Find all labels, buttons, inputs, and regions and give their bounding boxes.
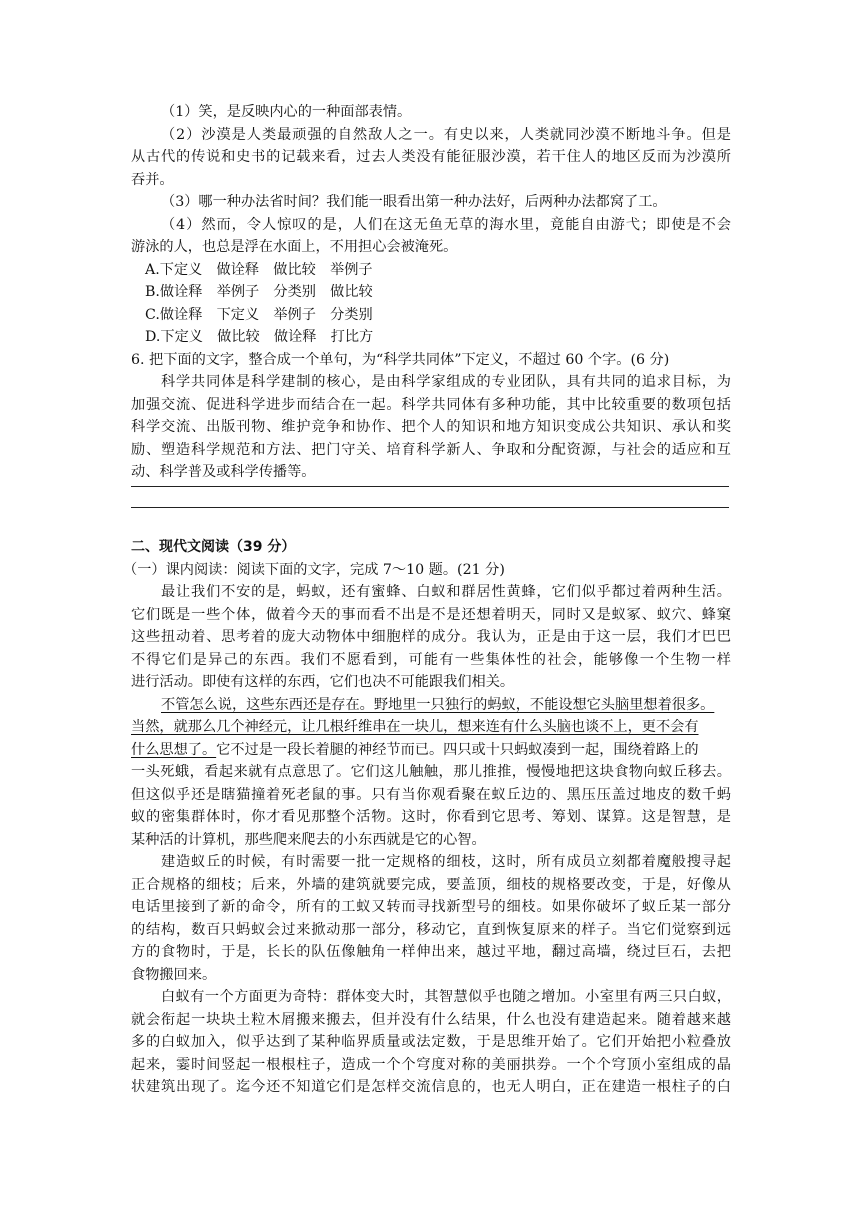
q6-passage-line-1: 科学共同体是科学建制的核心，是由科学家组成的专业团队，具有共同的追求目标，为: [161, 374, 731, 390]
q5-item-2-line-3: 吞并。: [131, 171, 174, 188]
p2-line-5: 但这似乎还是瞎猫撞着死老鼠的事。只有当你观看聚在蚁丘边的、黑压压盖过地皮的数千蚂: [131, 786, 731, 803]
q5-option-c: C.做诠释 下定义 举例子 分类别: [145, 306, 373, 323]
p4-line-3: 多的白蚁加入，似乎达到了某种临界质量或法定数，于是思维开始了。它们开始把小粒叠放: [131, 1034, 731, 1050]
answer-line-2: [131, 507, 729, 508]
q5-items: [131, 101, 731, 484]
p4-line-1: 白蚁有一个方面更为奇特：群体变大时，其智慧似乎也随之增加。小室里有两三只白蚁，: [161, 989, 731, 1005]
p2-underlined-3: 什么思想了。: [131, 741, 217, 758]
p4-line-2: 就会衔起一块块土粒木屑搬来搬去，但并没有什么结果，什么也没有建造起来。随着越来越: [131, 1011, 731, 1028]
q6-stem: 6. 把下面的文字，整合成一个单句，为“科学共同体”下定义，不超过 60 个字。(6 分): [131, 351, 670, 368]
section-2-heading: 二、现代文阅读（39 分）: [131, 539, 296, 555]
p3-line-4: 的结构，数百只蚂蚁会过来掀动那一部分，移动它，直到恢复原来的样子。当它们觉察到远: [131, 921, 731, 938]
p3-line-2: 正合规格的细枝；后来，外墙的建筑就要完成，要盖顶，细枝的规格要改变，于是，好像从: [131, 876, 731, 893]
p1-line-1: 最让我们不安的是，蚂蚁，还有蜜蜂、白蚁和群居性黄蜂，它们似乎都过着两种生活。: [161, 584, 731, 600]
q5-option-a: A.下定义 做诠释 做比较 举例子: [145, 261, 373, 278]
q6-passage-line-3: 科学交流、出版刊物、维护竞争和协作、把个人的知识和地方知识变成公共知识、承认和奖: [131, 419, 731, 435]
p2-line-7: 某种活的计算机，那些爬来爬去的小东西就是它的心智。: [131, 831, 486, 848]
p2-line-6: 蚁的密集群体时，你才看见那整个活物。这时，你看到它思考、筹划、谋算。这是智慧，是: [131, 809, 731, 825]
section-2-subheading: （一）课内阅读：阅读下面的文字，完成 7～10 题。(21 分): [123, 561, 505, 578]
q5-item-1: （1）笑，是反映内心的一种面部表情。: [161, 104, 412, 120]
q6-passage-line-5: 动、科学普及或科学传播等。: [131, 464, 316, 480]
p1-line-5: 进行活动。即使有这样的东西，它们也决不可能跟我们相关。: [131, 674, 515, 690]
q5-item-2-line-1: （2）沙漠是人类最顽强的自然敌人之一。有史以来，人类就同沙漠不断地斗争。但是: [161, 126, 731, 143]
q6-passage-line-2: 加强交流、促进科学进步而结合在一起。科学共同体有多种功能，其中比较重要的数项包括: [131, 396, 731, 413]
q5-option-b: B.做诠释 举例子 分类别 做比较: [145, 284, 373, 300]
p4-line-5: 状建筑出现了。迄今还不知道它们是怎样交流信息的，也无人明白，正在建造一根柱子的白: [131, 1079, 731, 1095]
section-2: [123, 536, 731, 1099]
p3-line-3: 电话里接到了新的命令，所有的工蚁又转而寻找新型号的细枝。如果你破坏了蚁丘某一部分: [131, 899, 731, 915]
q5-item-4-line-2: 游泳的人，也总是浮在水面上，不用担心会被淹死。: [131, 239, 458, 255]
p2-line-3-rest: 它不过是一段长着腿的神经节而已。四只或十只蚂蚁凑到一起，围绕着路上的: [216, 741, 699, 758]
p2-line-4: 一头死蛾，看起来就有点意思了。它们这儿触触，那儿推推，慢慢地把这块食物向蚁丘移去。: [131, 764, 731, 780]
p1-line-3: 这些扭动着、思考着的庞大动物体中细胞样的成分。我认为，正是由于这一层，我们才巴巴: [131, 629, 731, 645]
p2-underlined-2: 当然，就那么几个神经元，让几根纤维串在一块儿，想来连有什么头脑也谈不上，更不会有: [131, 719, 699, 735]
q6-passage-line-4: 励、塑造科学规范和方法、把门守关、培育科学新人、争取和分配资源，与社会的适应和互: [131, 441, 731, 458]
p1-line-4: 不得它们是异己的东西。我们不愿看到，可能有一些集体性的社会，能够像一个生物一样: [131, 651, 731, 668]
answer-line-1: [131, 486, 729, 487]
p2-line-3: [131, 739, 731, 762]
q5-item-4-line-1: （4）然而，令人惊叹的是，人们在这无鱼无草的海水里，竟能自由游弋；即使是不会: [161, 216, 731, 233]
q5-item-3: （3）哪一种办法省时间？我们能一眼看出第一种办法好，后两种办法都窝了工。: [161, 194, 667, 210]
p3-line-6: 食物搬回来。: [131, 966, 217, 983]
p4-line-4: 起来，霎时间竖起一根根柱子，造成一个个穹度对称的美丽拱券。一个个穹顶小室组成的晶: [131, 1056, 731, 1073]
p3-line-5: 方的食物时，于是，长长的队伍像触角一样伸出来，越过平地，翻过高墙，绕过巨石，去把: [131, 944, 731, 960]
p2-line-2: [131, 716, 731, 739]
p2-underlined-1: 不管怎么说，这些东西还是存在。野地里一只独行的蚂蚁，不能设想它头脑里想着很多。: [161, 696, 715, 713]
q5-option-d: D.下定义 做比较 做诠释 打比方: [145, 329, 374, 345]
p3-line-1: 建造蚁丘的时候，有时需要一批一定规格的细枝，这时，所有成员立刻都着魔般搜寻起: [161, 854, 731, 870]
p2-line-1: [131, 694, 731, 717]
q5-item-2-line-2: 从古代的传说和史书的记载来看，过去人类没有能征服沙漠，若干住人的地区反而为沙漠所: [131, 149, 731, 165]
p1-line-2: 它们既是一些个体，做着今天的事而看不出是不是还想着明天，同时又是蚁冢、蚁穴、蜂窠: [131, 606, 731, 623]
